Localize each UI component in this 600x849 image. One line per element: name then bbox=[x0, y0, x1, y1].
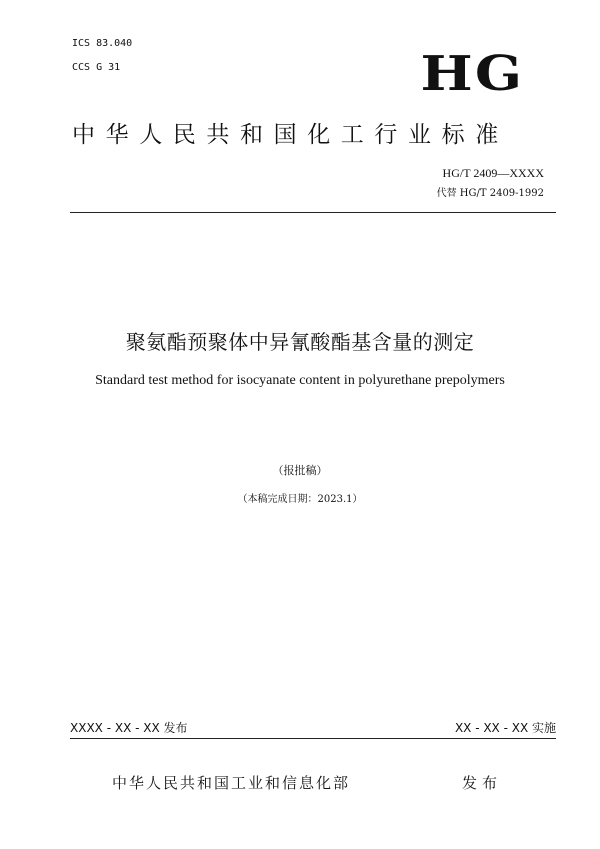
document-title-english: Standard test method for isocyanate content in polyurethane prepolymers bbox=[95, 373, 505, 388]
draft-stage-label: （报批稿） bbox=[272, 464, 328, 477]
draft-completion-date: （本稿完成日期：2023.1） bbox=[237, 494, 363, 505]
standard-code: HG/T 2409—XXXX bbox=[442, 166, 544, 180]
issue-date: XXXX - XX - XX 发布 bbox=[70, 721, 188, 735]
issuing-body: 中华人民共和国工业和信息化部 bbox=[112, 774, 351, 792]
footer-divider bbox=[70, 738, 556, 739]
standard-type-heading: 中华人民共和国化工行业标准 bbox=[72, 122, 509, 148]
implementation-date: XX - XX - XX 实施 bbox=[454, 721, 556, 735]
replaces-note: 代替 HG/T 2409-1992 bbox=[436, 188, 544, 199]
header-divider bbox=[70, 212, 556, 213]
ccs-code: CCS G 31 bbox=[72, 62, 121, 73]
hg-logo: HG bbox=[420, 46, 524, 102]
document-title-chinese: 聚氨酯预聚体中异氰酸酯基含量的测定 bbox=[125, 330, 475, 354]
publish-label: 发布 bbox=[462, 774, 503, 792]
ics-code: ICS 83.040 bbox=[72, 38, 133, 49]
